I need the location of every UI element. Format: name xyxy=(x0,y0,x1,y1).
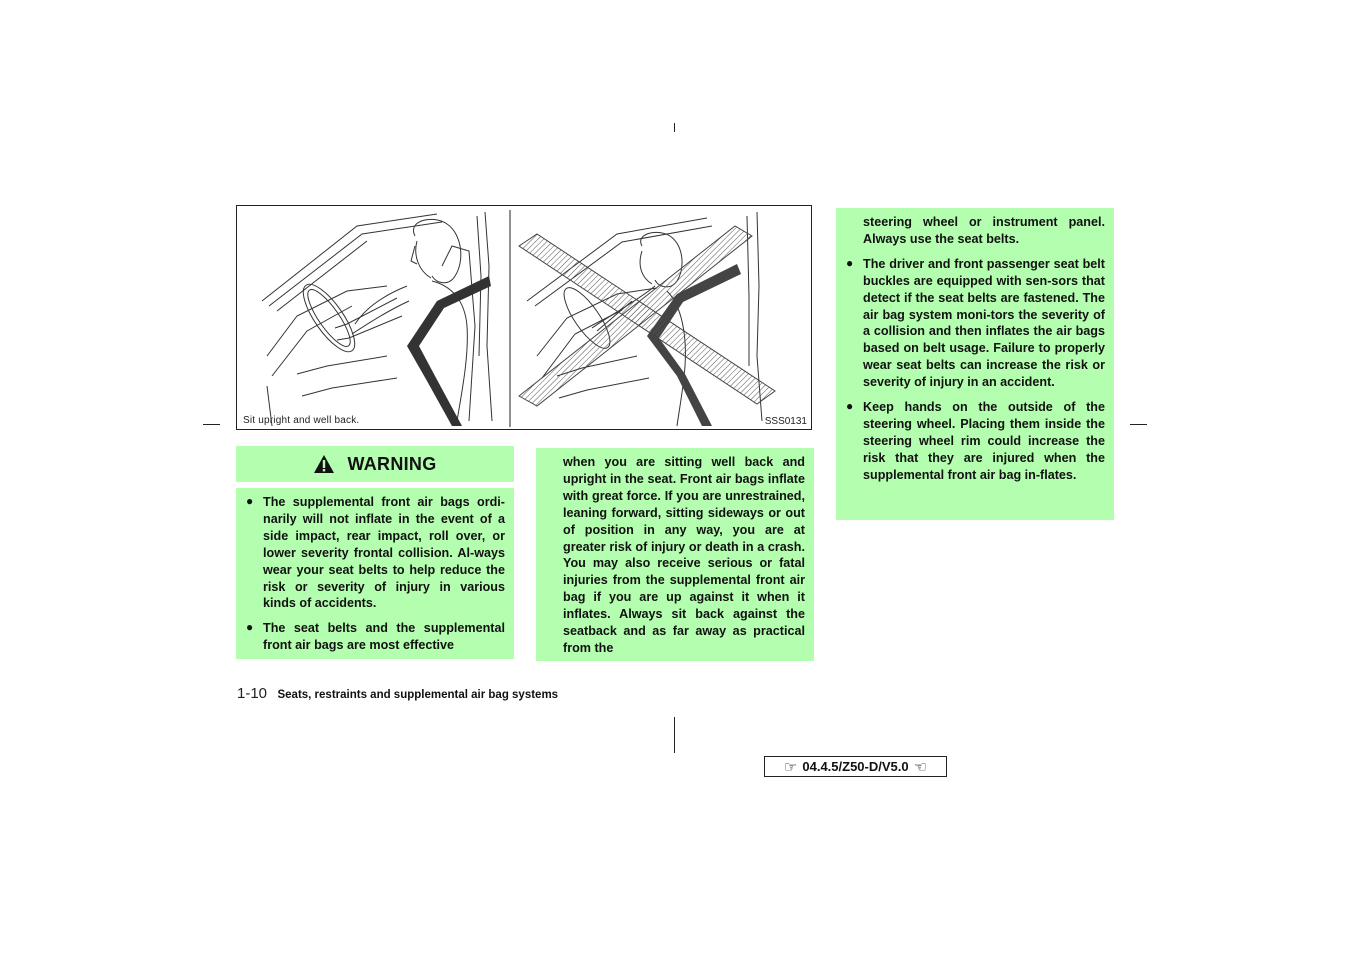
pointing-hand-left-icon: ☜ xyxy=(913,758,928,776)
bullet-icon: ● xyxy=(246,620,254,635)
crop-mark-right xyxy=(1130,424,1147,425)
warning-triangle-icon xyxy=(313,454,335,474)
warning-column-3 xyxy=(836,208,1114,520)
seating-position-illustration xyxy=(236,205,812,430)
list-item xyxy=(845,399,1105,484)
bullet-icon: ● xyxy=(846,399,854,414)
figure-id: SSS0131 xyxy=(764,416,807,427)
seat-belt-band-correct xyxy=(407,276,491,426)
pointing-hand-right-icon: ☞ xyxy=(783,758,798,776)
bullet-text: The supplemental front air bags ordi-narily will not inflate in the event of a side impact, rear impact, roll over, or lower severity frontal collision. Al-ways wear your seat belts to help reduce the risk or severity of injury in various kinds of accidents. xyxy=(263,495,505,611)
list-item xyxy=(245,494,505,612)
bullet-text: The seat belts and the supplemental front air bags are most effective xyxy=(263,621,505,653)
figure-caption: Sit upright and well back. xyxy=(243,415,360,426)
warning-title: WARNING xyxy=(347,453,437,474)
continued-text: steering wheel or instrument panel. Always use the seat belts. xyxy=(863,215,1105,246)
bullet-icon: ● xyxy=(246,494,254,508)
warning-header xyxy=(236,446,514,482)
illustration-drawing xyxy=(237,206,812,430)
crop-mark-top xyxy=(674,123,675,132)
warning-column-2 xyxy=(536,448,814,661)
crop-mark-bottom xyxy=(674,717,675,753)
list-item xyxy=(845,256,1105,391)
incorrect-cross-mark xyxy=(519,226,775,406)
page-number: 1-10 xyxy=(237,685,268,702)
continued-text: when you are sitting well back and upright in the seat. Front air bags inflate with great force. If you are unrestrained, leaning forward, sitting sideways or out of position in any way, you are at greater risk of injury or death in a crash. You may also receive serious or fatal injuries from the supplemental front air bag if you are up against it when it inflates. Always sit back against the seatback and as far away as practical from the xyxy=(563,455,805,655)
page-footer xyxy=(237,685,558,703)
version-label: 04.4.5/Z50-D/V5.0 xyxy=(802,759,909,774)
bullet-text: The driver and front passenger seat belt buckles are equipped with sen-sors that detect if the seat belts are fastened. The air bag system moni-tors the severity of a collision and then inflates the air bags based on belt usage. Failure to properly wear seat belts can increase the risk or severity of injury in an accident. xyxy=(863,256,1105,390)
section-title: Seats, restraints and supplemental air bag systems xyxy=(277,689,559,701)
crop-mark-left xyxy=(203,424,220,425)
correct-posture-drawing xyxy=(262,212,492,426)
bullet-text: Keep hands on the outside of the steering wheel. Placing them inside the steering wheel rim could increase the risk that they are injured when the supplemental front air bag in-flates. xyxy=(863,400,1105,482)
list-item xyxy=(245,620,505,654)
version-box xyxy=(764,756,947,777)
bullet-icon: ● xyxy=(846,255,854,270)
warning-column-1 xyxy=(236,488,514,659)
